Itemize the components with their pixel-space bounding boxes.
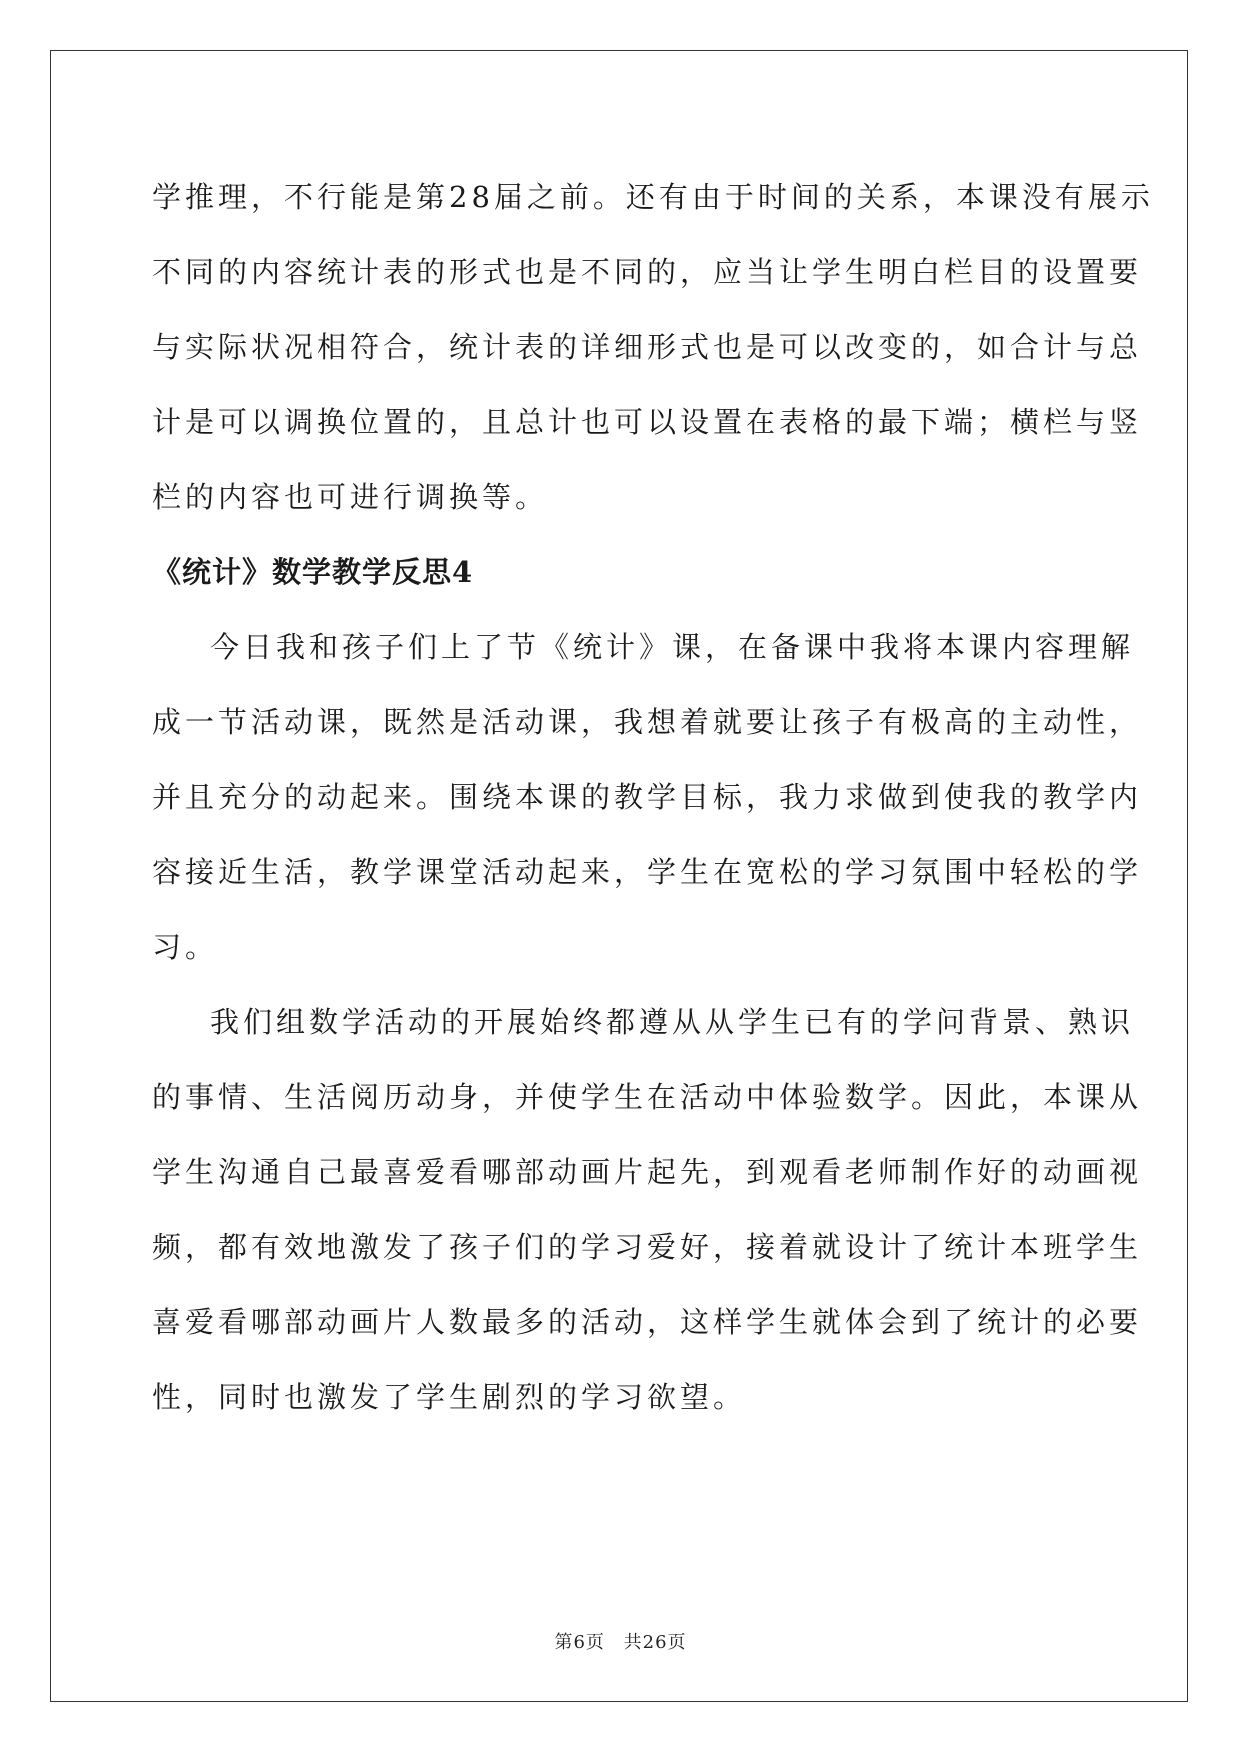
text-line: 与实际状况相符合，统计表的详细形式也是可以改变的，如合计与总	[152, 330, 1143, 364]
text-line: 并且充分的动起来。围绕本课的教学目标，我力求做到使我的教学内	[152, 780, 1143, 814]
page-number: 第6页	[554, 1632, 605, 1653]
page-footer	[0, 1628, 1241, 1654]
text-line: 容接近生活，教学课堂活动起来，学生在宽松的学习氛围中轻松的学	[152, 855, 1143, 889]
text-line: 学推理，不行能是第28届之前。还有由于时间的关系，本课没有展示	[152, 180, 1154, 214]
text-line: 性，同时也激发了学生剧烈的学习欲望。	[152, 1380, 747, 1414]
text-line: 成一节活动课，既然是活动课，我想着就要让孩子有极高的主动性，	[152, 705, 1143, 739]
text-line: 的事情、生活阅历动身，并使学生在活动中体验数学。因此，本课从	[152, 1080, 1143, 1114]
paragraph-continued	[152, 160, 1154, 535]
text-line: 不同的内容统计表的形式也是不同的，应当让学生明白栏目的设置要	[152, 255, 1143, 289]
text-line: 栏的内容也可进行调换等。	[152, 480, 549, 514]
text-line: 学生沟通自己最喜爱看哪部动画片起先，到观看老师制作好的动画视	[152, 1155, 1143, 1189]
text-line: 计是可以调换位置的，且总计也可以设置在表格的最下端；横栏与竖	[152, 405, 1143, 439]
section-heading: 《统计》数学教学反思4	[152, 555, 474, 589]
text-line: 频，都有效地激发了孩子们的学习爱好，接着就设计了统计本班学生	[152, 1230, 1143, 1264]
text-line: 喜爱看哪部动画片人数最多的活动，这样学生就体会到了统计的必要	[152, 1305, 1143, 1339]
document-body	[152, 160, 1154, 1435]
paragraph-activities	[152, 985, 1143, 1435]
text-line: 我们组数学活动的开展始终都遵从从学生已有的学问背景、熟识	[210, 1005, 1135, 1039]
paragraph-intro	[152, 610, 1143, 985]
text-line: 今日我和孩子们上了节《统计》课，在备课中我将本课内容理解	[210, 630, 1135, 664]
text-line: 习。	[152, 930, 219, 964]
page-total: 共26页	[623, 1632, 687, 1653]
